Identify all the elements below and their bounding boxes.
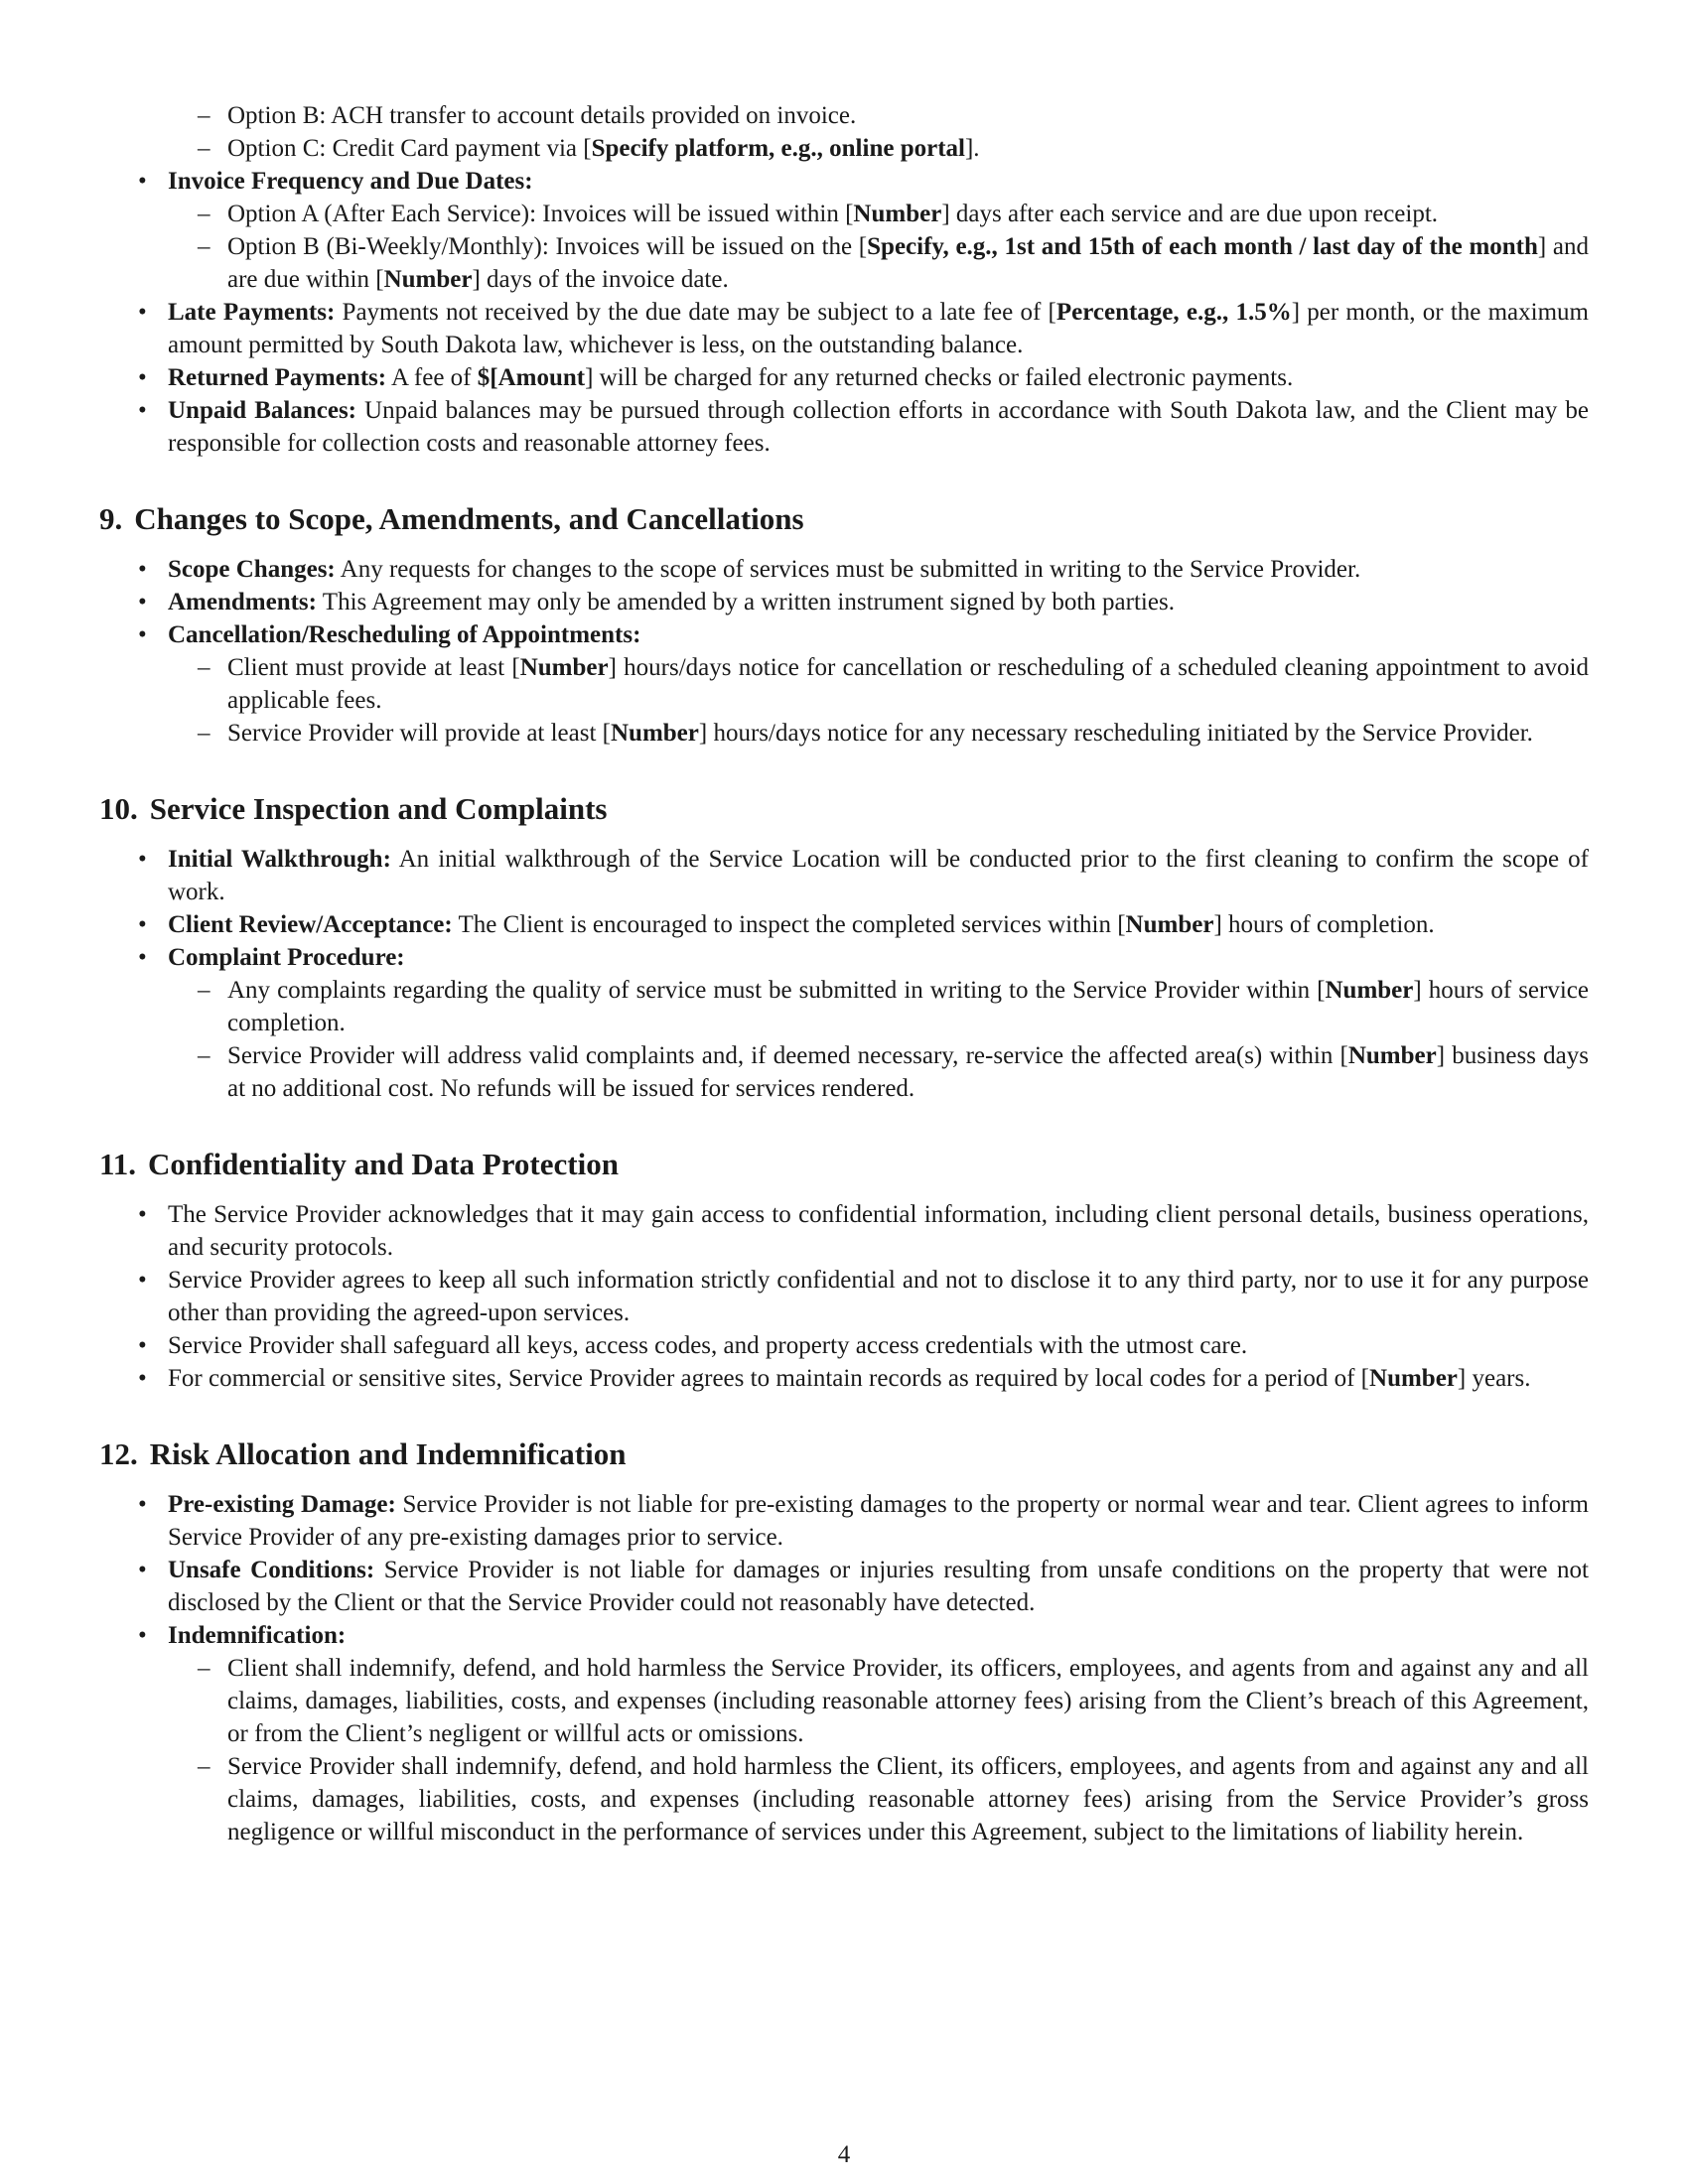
section-10-number: 10. xyxy=(99,791,138,826)
complaint-resolution-text: Service Provider will address valid complaints and, if deemed necessary, re-service the affected area(s) within [ xyxy=(227,1042,1348,1069)
invoice-frequency-label: Invoice Frequency and Due Dates: xyxy=(168,168,533,195)
section-9-title: Changes to Scope, Amendments, and Cancellations xyxy=(134,501,804,536)
initial-walkthrough-item xyxy=(99,843,1589,908)
option-c-credit-card xyxy=(168,132,1589,165)
client-review-text-end: ] hours of completion. xyxy=(1213,911,1435,938)
records-retention-text: For commercial or sensitive sites, Service Provider agrees to maintain records as required by local codes for a period of [ xyxy=(168,1365,1370,1392)
returned-payments-text-end: ] will be charged for any returned checks or failed electronic payments. xyxy=(585,364,1294,391)
amendments-item xyxy=(99,586,1589,618)
section-11-title: Confidentiality and Data Protection xyxy=(148,1147,619,1181)
cancellation-provider-notice xyxy=(168,717,1589,750)
cancellation-client-text: Client must provide at least [ xyxy=(227,654,520,681)
invoice-option-b-placeholder: Specify, e.g., 1st and 15th of each month / last day of the month xyxy=(867,233,1538,260)
complaint-submission xyxy=(168,974,1589,1039)
section-11-heading xyxy=(99,1145,1589,1184)
records-retention-text-end: ] years. xyxy=(1457,1365,1531,1392)
initial-walkthrough-text: An initial walkthrough of the Service Location will be conducted prior to the first cleaning to confirm the scope of work. xyxy=(168,846,1590,905)
pre-existing-damage-item xyxy=(99,1488,1589,1554)
invoice-option-a-placeholder: Number xyxy=(853,201,942,227)
client-review-placeholder: Number xyxy=(1125,911,1214,938)
invoice-frequency-item xyxy=(99,165,1589,296)
invoice-option-a xyxy=(168,198,1589,230)
confidential-keep-item: • Service Provider agrees to keep all such information strictly confidential and not to disclose it to any third party, nor to use it for any purpose other than providing the agreed-upon services. xyxy=(99,1264,1589,1329)
document-content xyxy=(99,99,1589,1848)
section-9 xyxy=(99,499,1589,750)
section-10 xyxy=(99,789,1589,1105)
complaint-procedure-item xyxy=(99,941,1589,1105)
unpaid-balances-item xyxy=(99,394,1589,460)
late-fee-placeholder: Percentage, e.g., 1.5% xyxy=(1055,299,1292,326)
indemnification-label: Indemnification: xyxy=(168,1622,347,1649)
section-9-number: 9. xyxy=(99,501,123,536)
section-11 xyxy=(99,1145,1589,1395)
option-c-text: Option C: Credit Card payment via [ xyxy=(227,135,592,162)
invoice-option-b-text-end: ] days of the invoice date. xyxy=(472,266,729,293)
unsafe-conditions-text: Service Provider is not liable for damages or injuries resulting from unsafe conditions on the property that were not disclosed by the Client or that the Service Provider could not reasonably have detected. xyxy=(168,1557,1589,1616)
cancellation-client-notice xyxy=(168,651,1589,717)
complaint-resolution xyxy=(168,1039,1589,1105)
option-c-text-end: ]. xyxy=(964,135,980,162)
unpaid-balances-text: Unpaid balances may be pursued through collection efforts in accordance with South Dakota law, and the Client may be responsible for collection costs and reasonable attorney fees. xyxy=(168,397,1590,457)
late-payments-text: Payments not received by the due date may be subject to a late fee of [ xyxy=(335,299,1056,326)
safeguard-keys-item: • Service Provider shall safeguard all keys, access codes, and property access credentials with the utmost care. xyxy=(99,1329,1589,1362)
late-payments-item xyxy=(99,296,1589,361)
section-12-heading xyxy=(99,1434,1589,1474)
complaint-procedure-label: Complaint Procedure: xyxy=(168,944,405,971)
scope-changes-item xyxy=(99,553,1589,586)
section-10-title: Service Inspection and Complaints xyxy=(149,791,608,826)
cancellation-provider-text-end: ] hours/days notice for any necessary rescheduling initiated by the Service Provider. xyxy=(698,720,1533,747)
client-review-text: The Client is encouraged to inspect the completed services within [ xyxy=(452,911,1126,938)
invoice-option-a-text: Option A (After Each Service): Invoices will be issued within [ xyxy=(227,201,854,227)
cancellation-client-placeholder: Number xyxy=(519,654,609,681)
cancellation-provider-text: Service Provider will provide at least [ xyxy=(227,720,611,747)
option-b-ach xyxy=(168,99,1589,132)
cancellation-item xyxy=(99,618,1589,750)
client-review-item xyxy=(99,908,1589,941)
complaint-submission-placeholder: Number xyxy=(1325,977,1414,1004)
complaint-resolution-placeholder: Number xyxy=(1347,1042,1437,1069)
returned-payments-item xyxy=(99,361,1589,394)
unpaid-balances-label: Unpaid Balances: xyxy=(168,397,357,424)
amendments-text: This Agreement may only be amended by a written instrument signed by both parties. xyxy=(317,589,1175,615)
returned-payments-text: A fee of xyxy=(386,364,478,391)
provider-indemnification: – Service Provider shall indemnify, defend, and hold harmless the Client, its officers, employees, and agents from and against any and all claims, damages, liabilities, costs, and expenses (including reasonable attorney fees) arising from the Service Provider’s gross negligence or willful misconduct in the performance of services under this Agreement, subject to the limitations of liability herein. xyxy=(168,1750,1589,1848)
pre-existing-damage-label: Pre-existing Damage: xyxy=(168,1491,396,1518)
invoice-option-b-text-mid: ] and are due within [ xyxy=(227,233,1590,293)
initial-walkthrough-label: Initial Walkthrough: xyxy=(168,846,391,873)
complaint-submission-text: Any complaints regarding the quality of service must be submitted in writing to the Service Provider within [ xyxy=(227,977,1326,1004)
confidential-access-item: • The Service Provider acknowledges that it may gain access to confidential information, including client personal details, business operations, and security protocols. xyxy=(99,1198,1589,1264)
complaint-resolution-text-end: ] business days at no additional cost. No refunds will be issued for services rendered. xyxy=(227,1042,1589,1102)
payment-methods-continuation xyxy=(99,99,1589,165)
invoice-option-a-text-end: ] days after each service and are due upon receipt. xyxy=(941,201,1439,227)
section-10-heading xyxy=(99,789,1589,829)
indemnification-item xyxy=(99,1619,1589,1848)
section-9-heading xyxy=(99,499,1589,539)
scope-changes-label: Scope Changes: xyxy=(168,556,336,583)
scope-changes-text: Any requests for changes to the scope of services must be submitted in writing to the Service Provider. xyxy=(335,556,1361,583)
section-11-number: 11. xyxy=(99,1147,137,1181)
unsafe-conditions-label: Unsafe Conditions: xyxy=(168,1557,375,1583)
client-review-label: Client Review/Acceptance: xyxy=(168,911,453,938)
page-number: 4 xyxy=(837,2141,851,2168)
records-retention-item xyxy=(99,1362,1589,1395)
pre-existing-damage-text: Service Provider is not liable for pre-existing damages to the property or normal wear and tear. Client agrees to inform Service Provider of any pre-existing damages prior to service. xyxy=(168,1491,1589,1551)
section-8-list xyxy=(99,165,1589,460)
section-12 xyxy=(99,1434,1589,1848)
invoice-option-b-placeholder-2: Number xyxy=(383,266,473,293)
late-payments-text-end: ] per month, or the maximum amount permitted by South Dakota law, whichever is less, on the outstanding balance. xyxy=(168,299,1589,358)
unsafe-conditions-item xyxy=(99,1554,1589,1619)
section-12-title: Risk Allocation and Indemnification xyxy=(149,1436,627,1471)
section-12-number: 12. xyxy=(99,1436,138,1471)
cancellation-label: Cancellation/Rescheduling of Appointments: xyxy=(168,621,641,648)
complaint-submission-text-end: ] hours of service completion. xyxy=(227,977,1589,1036)
client-indemnification: – Client shall indemnify, defend, and hold harmless the Service Provider, its officers, employees, and agents from and against any and all claims, damages, liabilities, costs, and expenses (including reasonable attorney fees) arising from the Client’s breach of this Agreement, or from the Client’s negligent or willful acts or omissions. xyxy=(168,1652,1589,1750)
invoice-option-b-text: Option B (Bi-Weekly/Monthly): Invoices will be issued on the [ xyxy=(227,233,868,260)
late-payments-label: Late Payments: xyxy=(168,299,336,326)
option-b-text: Option B: ACH transfer to account details provided on invoice. xyxy=(227,102,857,129)
amendments-label: Amendments: xyxy=(168,589,317,615)
records-retention-placeholder: Number xyxy=(1369,1365,1458,1392)
returned-payments-label: Returned Payments: xyxy=(168,364,387,391)
returned-fee-placeholder: $[Amount xyxy=(477,364,586,391)
option-c-placeholder: Specify platform, e.g., online portal xyxy=(591,135,965,162)
cancellation-client-text-end: ] hours/days notice for cancellation or rescheduling of a scheduled cleaning appointment to avoid applicable fees. xyxy=(227,654,1589,714)
cancellation-provider-placeholder: Number xyxy=(611,720,699,747)
invoice-option-b xyxy=(168,230,1589,296)
